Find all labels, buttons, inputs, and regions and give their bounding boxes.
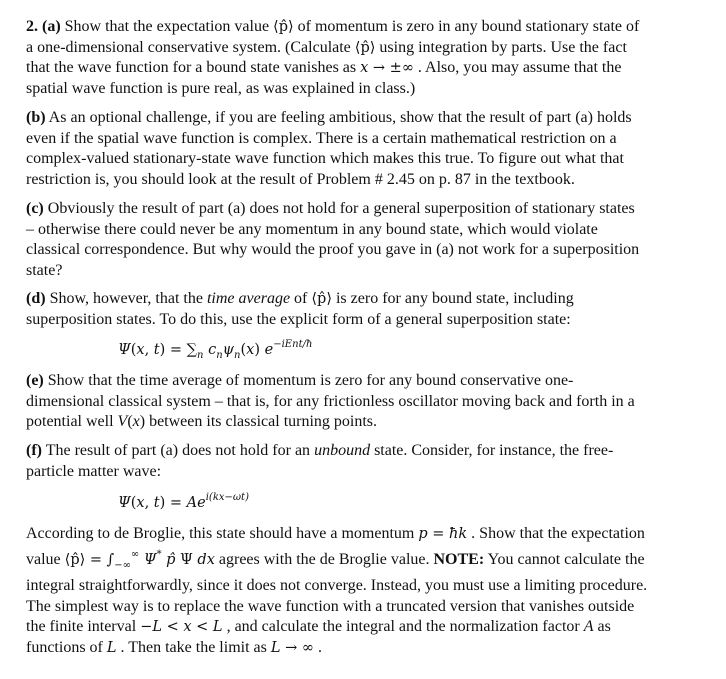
math-or-styled-text: dx [197,551,215,568]
text-line [26,199,716,220]
text-run: a one-dimensional conservative system. (Calculate [26,38,355,56]
math-or-styled-text: ⟨p̂⟩ [354,39,376,56]
text-run: According to de Broglie, this state should have a momentum [26,525,419,542]
paragraph-part-a [26,17,716,99]
paragraph-part-f [26,441,716,482]
math-or-styled-text: x [183,619,192,635]
text-line [26,617,716,638]
math-or-styled-text: , [144,342,154,358]
text-line [26,524,716,545]
text-line [26,371,716,392]
paragraph-part-f-continued [26,524,716,658]
text-line [26,576,716,597]
math-or-styled-text: t [153,342,160,358]
text-run: The simplest way is to replace the wave function with a truncated version that vanishes outside [26,597,635,615]
math-or-styled-text: n [197,350,204,361]
text-line [26,412,716,433]
text-run: state? [26,261,63,279]
math-or-styled-text: L [106,639,117,656]
text-run: – otherwise there could never be any momentum in any bound state, which would violate [26,220,598,238]
math-or-styled-text: n [234,350,241,361]
math-or-styled-text: , [144,495,154,511]
paragraph-part-d [26,289,716,330]
paragraph-part-b [26,108,716,190]
text-line [26,129,716,150]
math-or-styled-text: ∞ [130,548,140,560]
text-line [26,108,716,129]
text-line [26,545,716,577]
math-or-styled-text: L [152,619,162,635]
math-or-styled-text: i(kx−ωt) [205,492,249,503]
math-or-styled-text: L [212,619,223,635]
text-run: . [313,638,322,656]
text-run: . Also, you may assume that the [413,59,622,76]
math-or-styled-text: ( [240,342,247,358]
formula-free-particle [118,487,249,514]
text-run: integral straightforwardly, since it does not converge. Instead, you must use a limiting procedure. [26,577,648,594]
text-line [26,79,716,100]
text-line [26,597,716,618]
text-run: complex-valued stationary-state wave function which makes this true. To figure out what that [26,150,624,167]
math-or-styled-text: → ±∞ [368,60,414,76]
text-run: spatial wave function is pure real, as was explained in class.) [26,79,416,97]
math-or-styled-text: (e) [26,372,44,389]
text-run: potential well [26,413,118,430]
math-or-styled-text: * [156,548,162,560]
text-run: that the wave function for a bound state vanishes as [26,59,361,76]
text-run: . Then take the limit as [116,638,271,656]
math-or-styled-text: (f) [26,442,42,459]
paragraph-part-c [26,199,716,281]
text-line [26,240,716,261]
math-or-styled-text: ) = ∑ [159,342,198,358]
text-run: restriction is, you should look at the result of Problem # 2.45 on p. 87 in the textbook. [26,170,575,188]
math-or-styled-text: x [136,342,145,358]
math-or-styled-text: − [140,619,153,635]
text-line [26,170,716,191]
math-or-styled-text: Ψ [118,495,131,511]
math-or-styled-text: p [418,526,428,542]
math-or-styled-text: (c) [26,200,44,217]
text-run: classical correspondence. But why would the proof you gave in (a) not work for a superposition [26,241,640,258]
math-or-styled-text: n [292,339,299,350]
math-or-styled-text: = [427,526,450,542]
math-or-styled-text: V [117,413,128,430]
math-or-styled-text: A [583,618,594,635]
math-or-styled-text: t [153,495,160,511]
math-or-styled-text: < [161,619,184,635]
text-line [26,17,716,38]
math-or-styled-text: Ψ [180,551,198,568]
text-run: the finite interval [26,618,141,635]
formula-superposition [118,334,312,367]
math-or-styled-text: t/ħ [298,339,313,350]
text-run: ) between its classical turning points. [139,413,378,430]
math-or-styled-text: p̂ [161,551,181,568]
math-or-styled-text: 2. (a) [26,18,61,35]
math-or-styled-text: → ∞ [280,639,314,656]
text-line [26,220,716,241]
text-line [26,392,716,413]
math-or-styled-text: x [136,495,145,511]
math-or-styled-text: −iE [273,339,293,350]
math-or-styled-text: n [216,350,223,361]
math-or-styled-text: time average [206,290,291,307]
math-or-styled-text: NOTE: [433,550,485,568]
text-run: even if the spatial wave function is complex. There is a certain mathematical restriction on a [26,129,617,147]
text-run: state. Consider, for instance, the free- [370,442,614,459]
math-or-styled-text: ) = [159,495,187,511]
text-line [26,38,716,59]
text-line [26,462,716,483]
math-or-styled-text: x [132,413,140,430]
math-or-styled-text: x [360,60,369,76]
math-or-styled-text: Ae [186,495,206,511]
text-run: superposition states. To do this, use the explicit form of a general superposition state: [26,310,571,328]
text-line [26,149,716,170]
text-run: as [593,618,611,635]
text-run: You cannot calculate the [484,550,645,568]
text-run: value [26,550,65,568]
math-or-styled-text: −∞ [114,559,131,571]
text-run: Show that the time average of momentum is zero for any bound conservative one- [43,372,574,389]
math-or-styled-text: unbound [314,442,371,459]
text-run: The result of part (a) does not hold for an [41,442,315,459]
math-or-styled-text: < [191,619,213,635]
text-run: As an optional challenge, if you are feeling ambitious, show that the result of part (a) holds [45,109,632,126]
math-or-styled-text: (d) [26,290,46,307]
text-run: ( [127,413,133,430]
text-line [26,58,716,79]
text-line [26,261,716,282]
text-run: Obviously the result of part (a) does not hold for a general superposition of stationary states [43,200,635,217]
text-run: dimensional classical system – that is, for any frictionless oscillator moving back and forth in a [26,392,635,410]
math-or-styled-text: ) [254,342,265,358]
text-line [26,289,716,310]
math-or-styled-text: e [264,342,274,358]
math-or-styled-text: ( [130,342,137,358]
text-run: Show, however, that the [45,290,207,307]
math-or-styled-text: ( [130,495,137,511]
text-line [26,310,716,331]
text-run: . Show that the expectation [467,525,645,542]
text-line [26,441,716,462]
text-run: particle matter wave: [26,462,162,480]
text-run: is zero for any bound state, including [331,290,574,307]
math-or-styled-text: Ψ [139,551,157,568]
math-or-styled-text: Ψ [118,342,131,358]
text-run: of [290,290,312,307]
paragraph-part-e [26,371,716,433]
math-or-styled-text: ∫ [106,551,115,568]
text-run: of momentum is zero in any bound stationary state of [293,18,640,35]
text-run: , and calculate the integral and the normalization factor [222,618,584,635]
math-or-styled-text: ⟨p̂⟩ = [64,551,107,568]
text-run: functions of [26,638,107,656]
math-or-styled-text: L [270,639,281,656]
text-run: Show that the expectation value [60,18,274,35]
math-or-styled-text: (b) [26,109,46,126]
text-run: using integration by parts. Use the fact [375,38,627,56]
math-or-styled-text: ⟨p̂⟩ [311,291,332,307]
math-or-styled-text: x [246,342,255,358]
math-or-styled-text: ψ [222,342,235,358]
math-or-styled-text: ħk [449,526,468,542]
math-or-styled-text: ⟨p̂⟩ [273,19,294,35]
text-line [26,638,716,659]
math-or-styled-text: c [203,342,217,358]
text-run: agrees with the de Broglie value. [214,550,434,568]
